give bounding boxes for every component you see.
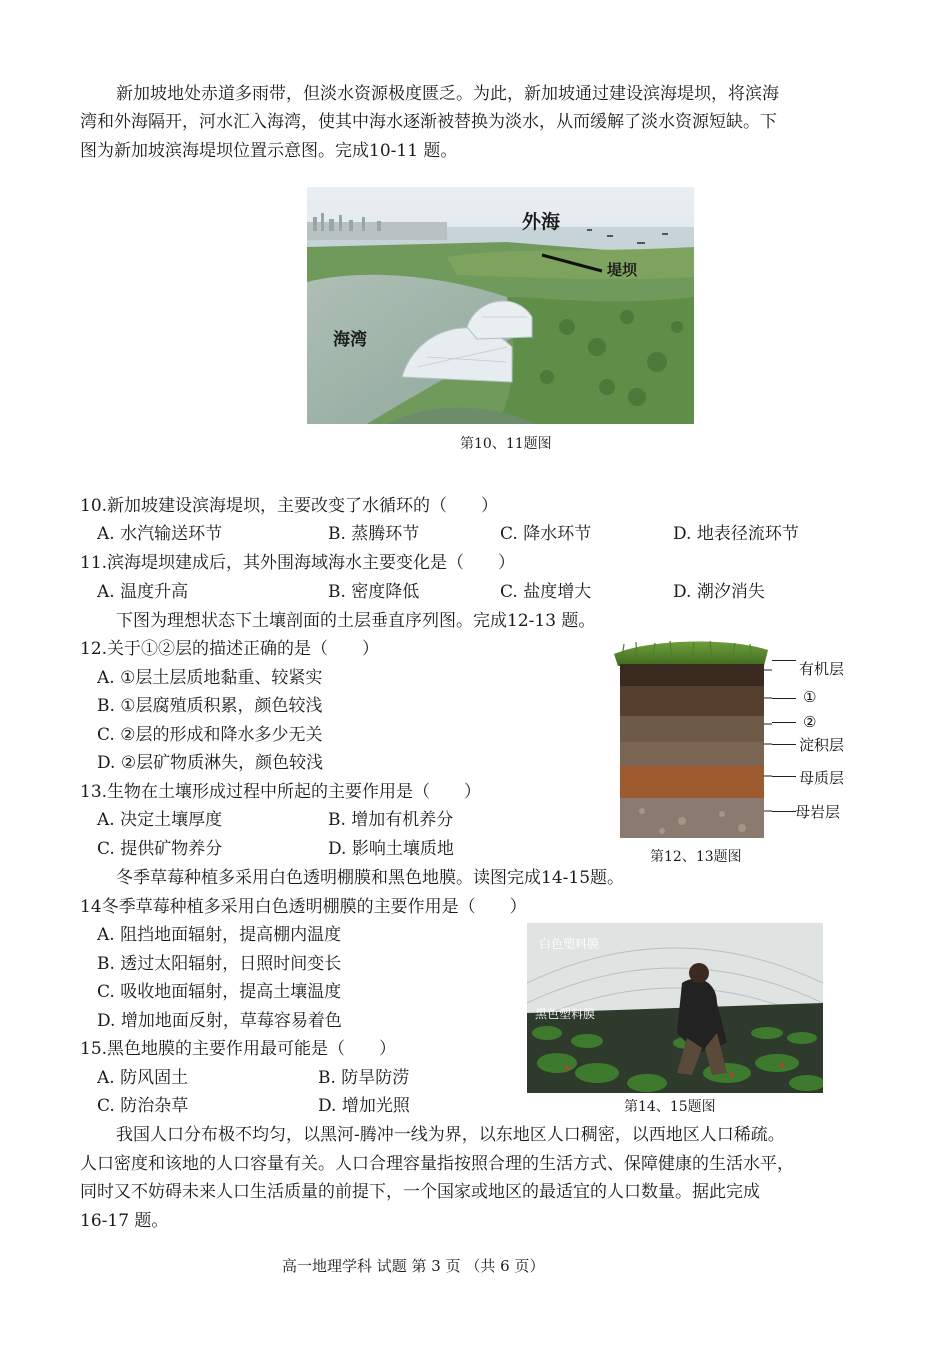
q14-option-b: B. 透过太阳辐射，日照时间变长 <box>97 954 342 974</box>
q13-option-b: B. 增加有机养分 <box>328 810 454 830</box>
intro3: 冬季草莓种植多采用白色透明棚膜和黑色地膜。读图完成14-15题。 <box>116 868 625 888</box>
q13-option-d: D. 影响土壤质地 <box>328 839 454 859</box>
intro1-line-1: 新加坡地处赤道多雨带，但淡水资源极度匮乏。为此，新加坡通过建设滨海堤坝，将滨海 <box>116 84 779 104</box>
marina-barrage-photo <box>307 187 694 424</box>
label-bedrock-layer: 母岩层 <box>795 803 841 821</box>
q11-stem: 11.滨海堤坝建成后，其外围海域海水主要变化是（ ） <box>80 553 516 573</box>
label-layer-2: ② <box>803 713 817 731</box>
q15-option-b: B. 防旱防涝 <box>318 1068 410 1088</box>
q12-option-b: B. ①层腐殖质积累，颜色较浅 <box>97 696 323 716</box>
q12-stem: 12.关于①②层的描述正确的是（ ） <box>80 639 380 659</box>
soil-leader-1 <box>772 660 796 661</box>
q12-option-d: D. ②层矿物质淋失，颜色较浅 <box>97 753 324 773</box>
intro1-line-3: 图为新加坡滨海堤坝位置示意图。完成10-11 题。 <box>80 141 458 161</box>
white-film-label: 白色塑料膜 <box>539 937 600 951</box>
q15-option-d: D. 增加光照 <box>318 1096 410 1116</box>
q10-option-a: A. 水汽输送环节 <box>97 524 223 544</box>
figure-3-caption: 第14、15题图 <box>624 1099 716 1115</box>
intro4-line-1: 我国人口分布极不均匀，以黑河-腾冲一线为界，以东地区人口稠密，以西地区人口稀疏。 <box>116 1125 785 1145</box>
label-organic-layer: 有机层 <box>799 660 845 678</box>
intro4-line-2: 人口密度和该地的人口容量有关。人口合理容量指按照合理的生活方式、保障健康的生活水平， <box>80 1154 794 1174</box>
q14-option-c: C. 吸收地面辐射，提高土壤温度 <box>97 982 342 1002</box>
soil-leader-6 <box>772 811 796 812</box>
q12-option-c: C. ②层的形成和降水多少无关 <box>97 725 323 745</box>
soil-leader-5 <box>772 776 796 777</box>
q15-option-a: A. 防风固土 <box>97 1068 189 1088</box>
q10-option-c: C. 降水环节 <box>500 524 592 544</box>
black-film-label: 黑色塑料膜 <box>535 1007 596 1021</box>
q14-option-a: A. 阻挡地面辐射，提高棚内温度 <box>97 925 342 945</box>
q10-option-d: D. 地表径流环节 <box>673 524 799 544</box>
q10-stem: 10.新加坡建设滨海堤坝，主要改变了水循环的（ ） <box>80 496 499 516</box>
intro2: 下图为理想状态下土壤剖面的土层垂直序列图。完成12-13 题。 <box>116 611 596 631</box>
figure-2-caption: 第12、13题图 <box>650 849 742 865</box>
q15-stem: 15.黑色地膜的主要作用最可能是（ ） <box>80 1039 397 1059</box>
soil-leader-4 <box>772 744 796 745</box>
soil-leader-3 <box>772 722 796 723</box>
intro1-line-2: 湾和外海隔开，河水汇入海湾，使其中海水逐渐被替换为淡水，从而缓解了淡水资源短缺。下 <box>80 112 777 132</box>
q11-option-a: A. 温度升高 <box>97 582 189 602</box>
label-illuvial-layer: 淀积层 <box>799 736 845 754</box>
intro4-line-4: 16-17 题。 <box>80 1211 169 1231</box>
q14-stem: 14冬季草莓种植多采用白色透明棚膜的主要作用是（ ） <box>80 897 527 917</box>
greenhouse-photo <box>527 923 823 1093</box>
label-layer-1: ① <box>803 688 817 706</box>
q13-option-c: C. 提供矿物养分 <box>97 839 223 859</box>
q11-option-d: D. 潮汐消失 <box>673 582 765 602</box>
q11-option-b: B. 密度降低 <box>328 582 420 602</box>
q12-option-a: A. ①层土层质地黏重、较紧实 <box>97 668 323 688</box>
label-parent-material-layer: 母质层 <box>799 769 845 787</box>
q14-option-d: D. 增加地面反射，草莓容易着色 <box>97 1011 342 1031</box>
soil-profile-image <box>612 636 772 841</box>
soil-leader-2 <box>772 698 796 699</box>
intro4-line-3: 同时又不妨碍未来人口生活质量的前提下，一个国家或地区的最适宜的人口数量。据此完成 <box>80 1182 760 1202</box>
q10-option-b: B. 蒸腾环节 <box>328 524 420 544</box>
page-footer: 高一地理学科 试题 第 3 页 （共 6 页） <box>282 1257 545 1275</box>
outer-sea-label: 外海 <box>522 211 561 233</box>
bay-label: 海湾 <box>333 330 367 350</box>
q11-option-c: C. 盐度增大 <box>500 582 592 602</box>
q15-option-c: C. 防治杂草 <box>97 1096 189 1116</box>
soil-profile-illustration <box>612 636 772 841</box>
q13-option-a: A. 决定土壤厚度 <box>97 810 223 830</box>
marina-barrage-illustration <box>307 187 694 424</box>
q13-stem: 13.生物在土壤形成过程中所起的主要作用是（ ） <box>80 782 482 802</box>
dam-label: 堤坝 <box>607 261 638 279</box>
figure-1-caption: 第10、11题图 <box>460 436 552 452</box>
